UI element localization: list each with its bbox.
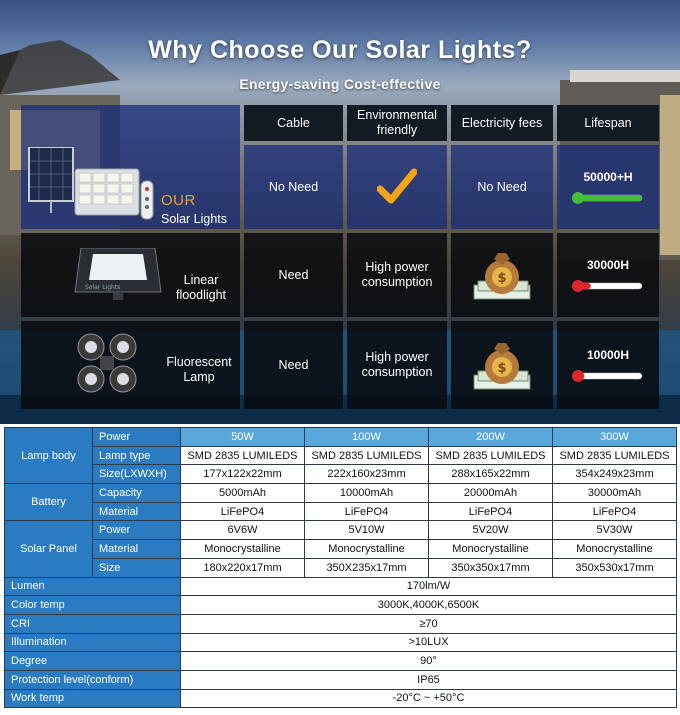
- svg-text:$: $: [497, 271, 507, 286]
- page-title: Why Choose Our Solar Lights?: [148, 36, 532, 64]
- floodlight-cable-cell: Need: [244, 233, 343, 317]
- table-row: [5, 484, 677, 503]
- table-row: [5, 446, 677, 465]
- model-header: 300W: [553, 428, 677, 447]
- table-cell: Monocrystalline: [553, 540, 677, 559]
- header-lifespan: Lifespan: [557, 105, 659, 141]
- lifespan-bar: [572, 279, 644, 293]
- our-electricity-cell: No Need: [451, 145, 553, 229]
- our-cable-cell: No Need: [244, 145, 343, 229]
- model-header: 50W: [181, 428, 305, 447]
- table-cell: 288x165x22mm: [429, 465, 553, 484]
- our-lifespan-cell: [557, 145, 659, 229]
- money-bag-icon: [472, 247, 532, 303]
- table-cell: SMD 2835 LUMILEDS: [305, 446, 429, 465]
- floodlight-product-image: [73, 248, 163, 304]
- header-cable: Cable: [244, 105, 343, 141]
- table-row: [5, 428, 677, 447]
- floodlight-environmental-cell: High power consumption: [347, 233, 447, 317]
- table-cell: 3000K,4000K,6500K: [181, 596, 677, 615]
- table-cell: 350x530x17mm: [553, 558, 677, 577]
- specification-table: [4, 427, 677, 708]
- table-cell: 5V20W: [429, 521, 553, 540]
- check-icon: [377, 167, 417, 207]
- table-cell: LiFePO4: [305, 502, 429, 521]
- table-cell: 180x220x17mm: [181, 558, 305, 577]
- lifespan-value: 10000H: [586, 347, 630, 362]
- table-row: [5, 670, 677, 689]
- fluorescent-environmental-cell: High power consumption: [347, 321, 447, 409]
- fluorescent-lamp-label: Fluorescent Lamp: [166, 355, 232, 384]
- table-cell: LiFePO4: [553, 502, 677, 521]
- header-environmental: Environmental friendly: [347, 105, 447, 141]
- group-label-lamp-body: Lamp body: [5, 428, 93, 484]
- table-cell: 170lm/W: [181, 577, 677, 596]
- table-cell: 20000mAh: [429, 484, 553, 503]
- fluorescent-cable-cell: Need: [244, 321, 343, 409]
- table-cell: SMD 2835 LUMILEDS: [553, 446, 677, 465]
- linear-floodlight-label: Linear floodlight: [175, 273, 227, 302]
- row-label-work-temp: Work temp: [5, 689, 181, 708]
- table-cell: IP65: [181, 670, 677, 689]
- table-cell: LiFePO4: [429, 502, 553, 521]
- table-row: [5, 577, 677, 596]
- lifespan-bar: [572, 369, 644, 383]
- row-label: Size: [93, 558, 181, 577]
- table-cell: SMD 2835 LUMILEDS: [181, 446, 305, 465]
- table-cell: SMD 2835 LUMILEDS: [429, 446, 553, 465]
- table-cell: 5V10W: [305, 521, 429, 540]
- table-row: [5, 652, 677, 671]
- table-row: [5, 502, 677, 521]
- table-cell: ≥70: [181, 614, 677, 633]
- row-label-color-temp: Color temp: [5, 596, 181, 615]
- table-row: [5, 465, 677, 484]
- lifespan-bar: [572, 191, 644, 205]
- row-label: Capacity: [93, 484, 181, 503]
- model-header: 200W: [429, 428, 553, 447]
- floodlight-lifespan-cell: [557, 233, 659, 317]
- solar-light-product-image: [27, 147, 157, 227]
- table-row: [5, 633, 677, 652]
- row-label-lumen: Lumen: [5, 577, 181, 596]
- table-cell: LiFePO4: [181, 502, 305, 521]
- group-label-battery: Battery: [5, 484, 93, 521]
- model-header: 100W: [305, 428, 429, 447]
- our-solar-lights-label: OUR Solar Lights: [161, 192, 228, 226]
- table-cell: 5000mAh: [181, 484, 305, 503]
- header-electricity: Electricity fees: [451, 105, 553, 141]
- group-label-solar-panel: Solar Panel: [5, 521, 93, 577]
- page-subtitle: Energy-saving Cost-effective: [239, 76, 441, 92]
- table-cell: 350X235x17mm: [305, 558, 429, 577]
- table-cell: 90°: [181, 652, 677, 671]
- table-cell: 350x350x17mm: [429, 558, 553, 577]
- table-cell: >10LUX: [181, 633, 677, 652]
- table-cell: 30000mAh: [553, 484, 677, 503]
- svg-text:Solar Lights: Solar Lights: [85, 284, 121, 291]
- fluorescent-lamp-product-image: [76, 332, 138, 394]
- lifespan-value: 50000+H: [583, 169, 633, 184]
- table-cell: Monocrystalline: [429, 540, 553, 559]
- row-label-cri: CRI: [5, 614, 181, 633]
- row-label: Material: [93, 502, 181, 521]
- row-label: Material: [93, 540, 181, 559]
- row-label-protection-level: Protection level(conform): [5, 670, 181, 689]
- row-label-illumination: Illumination: [5, 633, 181, 652]
- table-cell: -20°C ~ +50°C: [181, 689, 677, 708]
- row-label-degree: Degree: [5, 652, 181, 671]
- table-cell: 6V6W: [181, 521, 305, 540]
- our-environmental-cell: [347, 145, 447, 229]
- lifespan-value: 30000H: [586, 257, 630, 272]
- svg-text:$: $: [497, 361, 507, 376]
- row-label: Size(LXWXH): [93, 465, 181, 484]
- table-row: [5, 521, 677, 540]
- row-label: Lamp type: [93, 446, 181, 465]
- fluorescent-lifespan-cell: [557, 321, 659, 409]
- comparison-table: [21, 105, 661, 410]
- table-cell: 10000mAh: [305, 484, 429, 503]
- row-label: Power: [93, 521, 181, 540]
- table-row: [5, 558, 677, 577]
- table-cell: 177x122x22mm: [181, 465, 305, 484]
- floodlight-electricity-cell: [451, 233, 553, 317]
- table-cell: 5V30W: [553, 521, 677, 540]
- table-cell: 222x160x23mm: [305, 465, 429, 484]
- table-row: [5, 689, 677, 708]
- row-label: Power: [93, 428, 181, 447]
- table-cell: Monocrystalline: [305, 540, 429, 559]
- table-cell: 354x249x23mm: [553, 465, 677, 484]
- table-cell: Monocrystalline: [181, 540, 305, 559]
- table-row: [5, 614, 677, 633]
- money-bag-icon: [472, 337, 532, 393]
- fluorescent-electricity-cell: [451, 321, 553, 409]
- table-row: [5, 596, 677, 615]
- table-row: [5, 540, 677, 559]
